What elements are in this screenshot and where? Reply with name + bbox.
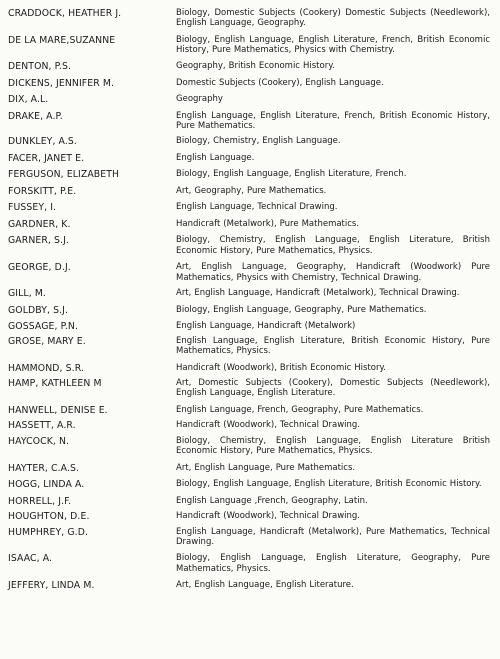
student-name: FUSSEY, I. <box>8 202 57 214</box>
student-name: FORSKITT, P.E. <box>8 186 77 198</box>
subjects-passed: Handicraft (Woodwork), Technical Drawing. <box>176 419 360 430</box>
result-entry <box>8 78 490 89</box>
student-name: DRAKE, A.P. <box>8 110 63 122</box>
student-name: GOSSAGE, P.N. <box>8 321 79 333</box>
result-entry <box>8 288 490 299</box>
result-entry <box>8 420 490 431</box>
results-list <box>8 8 490 591</box>
student-name: DENTON, P.S. <box>8 60 72 72</box>
student-name: GARDNER, K. <box>8 219 71 231</box>
subjects-passed: Handicraft (Metalwork), Pure Mathematics. <box>176 219 360 230</box>
subjects-passed: English Language, Technical Drawing. <box>176 202 338 213</box>
student-name: HAYCOCK, N. <box>8 435 70 447</box>
result-entry <box>8 378 490 399</box>
result-entry <box>8 136 490 147</box>
student-name: HAMMOND, S.R. <box>8 362 84 374</box>
result-entry <box>8 235 490 256</box>
student-name: GEORGE, D.J. <box>8 262 71 274</box>
subjects-passed: Geography, British Economic History. <box>176 60 335 71</box>
result-entry <box>8 153 490 164</box>
subjects-passed: English Language, English Literature, British Economic History, Pure Mathematics, Physics. <box>176 336 490 357</box>
student-name: FACER, JANET E. <box>8 153 85 165</box>
subjects-passed: Domestic Subjects (Cookery), English Language. <box>176 77 384 88</box>
student-name: GOLDBY, S.J. <box>8 305 69 317</box>
subjects-passed: English Language, English Literature, French, British Economic History, Pure Mathematics. <box>176 110 490 132</box>
subjects-passed: Art, English Language, Pure Mathematics. <box>176 462 356 473</box>
student-name: CRADDOCK, HEATHER J. <box>8 8 122 19</box>
student-name: HAYTER, C.A.S. <box>8 462 80 474</box>
subjects-passed: Handicraft (Woodwork), Technical Drawing. <box>176 510 360 521</box>
result-entry <box>8 580 490 591</box>
result-entry <box>8 111 490 132</box>
subjects-passed: Biology, Domestic Subjects (Cookery) Domestic Subjects (Needlework), English Language, Geography. <box>176 8 490 29</box>
subjects-passed: Art, Domestic Subjects (Cookery), Domestic Subjects (Needlework), English Language, English Literature. <box>176 377 490 399</box>
student-name: GROSE, MARY E. <box>8 336 86 348</box>
student-name: HOGG, LINDA A. <box>8 478 85 490</box>
result-entry <box>8 436 490 457</box>
result-entry <box>8 219 490 230</box>
subjects-passed: Art, English Language, Geography, Handicraft (Woodwork) Pure Mathematics, Physics with Chemistry, Technical Drawing. <box>176 262 490 283</box>
result-entry <box>8 553 490 574</box>
result-entry <box>8 321 490 332</box>
subjects-passed: English Language. <box>176 153 255 164</box>
subjects-passed: Handicraft (Woodwork), British Economic History. <box>176 362 386 373</box>
result-entry <box>8 262 490 283</box>
result-entry <box>8 363 490 374</box>
student-name: DIX, A.L. <box>8 93 49 105</box>
result-entry <box>8 8 490 29</box>
subjects-passed: Geography <box>176 93 223 104</box>
student-name: DICKENS, JENNIFER M. <box>8 77 115 89</box>
subjects-passed: Biology, English Language, English Literature, Geography, Pure Mathematics, Physics. <box>176 553 490 574</box>
student-name: HANWELL, DENISE E. <box>8 404 108 416</box>
student-name: HOUGHTON, D.E. <box>8 510 90 522</box>
student-name: GARNER, S.J. <box>8 235 69 247</box>
subjects-passed: Biology, English Language, English Literature, French. <box>176 169 407 180</box>
result-entry <box>8 336 490 357</box>
student-name: FERGUSON, ELIZABETH <box>8 169 120 181</box>
student-name: HAMP, KATHLEEN M <box>8 377 102 389</box>
result-entry <box>8 169 490 180</box>
subjects-passed: Art, Geography, Pure Mathematics. <box>176 186 327 197</box>
subjects-passed: Art, English Language, English Literature. <box>176 580 354 591</box>
student-name: ISAAC, A. <box>8 553 53 565</box>
result-entry <box>8 405 490 416</box>
result-entry <box>8 94 490 105</box>
student-name: HUMPHREY, G.D. <box>8 526 89 538</box>
subjects-passed: Art, English Language, Handicraft (Metalwork), Technical Drawing. <box>176 288 460 299</box>
result-entry <box>8 186 490 197</box>
student-name: DUNKLEY, A.S. <box>8 136 77 148</box>
result-entry <box>8 61 490 72</box>
student-name: GILL, M. <box>8 288 46 300</box>
subjects-passed: Biology, Chemistry, English Language, English Literature, British Economic History, Pure Mathematics, Physics. <box>176 235 490 256</box>
student-name: HASSETT, A.R. <box>8 419 76 431</box>
result-entry <box>8 305 490 316</box>
subjects-passed: Biology, Chemistry, English Language, English Literature British Economic History, Pure Mathematics, Physics. <box>176 435 490 457</box>
result-entry <box>8 35 490 56</box>
student-name: HORRELL, J.F. <box>8 495 72 507</box>
subjects-passed: English Language, French, Geography, Pure Mathematics. <box>176 404 424 415</box>
result-entry <box>8 479 490 490</box>
subjects-passed: English Language, Handicraft (Metalwork), Pure Mathematics, Technical Drawing. <box>176 526 490 547</box>
result-entry <box>8 463 490 474</box>
result-entry <box>8 496 490 507</box>
subjects-passed: English Language, Handicraft (Metalwork) <box>176 321 356 332</box>
subjects-passed: Biology, English Language, English Literature, British Economic History. <box>176 478 482 489</box>
student-name: DE LA MARE,SUZANNE <box>8 34 116 46</box>
result-entry <box>8 527 490 548</box>
subjects-passed: Biology, Chemistry, English Language. <box>176 136 341 147</box>
student-name: JEFFERY, LINDA M. <box>8 580 95 592</box>
subjects-passed: English Language ,French, Geography, Latin. <box>176 495 368 506</box>
subjects-passed: Biology, English Language, Geography, Pure Mathematics. <box>176 305 427 316</box>
result-entry <box>8 202 490 213</box>
result-entry <box>8 511 490 522</box>
subjects-passed: Biology, English Language, English Literature, French, British Economic History, Pure Mathematics, Physics with Chemistry. <box>176 34 490 56</box>
